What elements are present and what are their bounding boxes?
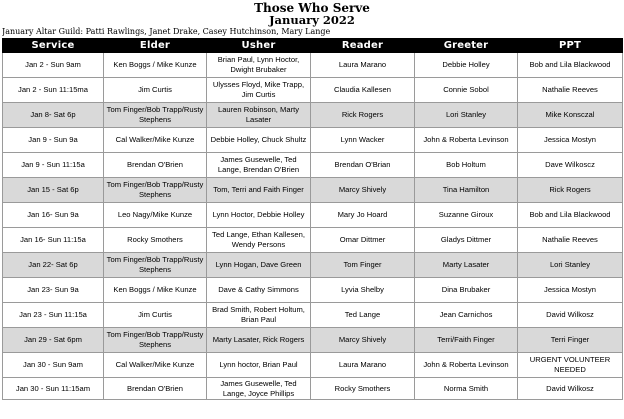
cell-usher[interactable]: James Gusewelle, Ted Lange, Joyce Phillips xyxy=(207,378,311,400)
cell-service[interactable]: Jan 16- Sun 9a xyxy=(3,203,104,228)
cell-elder[interactable]: Tom Finger/Bob Trapp/Rusty Stephens xyxy=(104,178,207,203)
cell-greeter[interactable]: Tina Hamilton xyxy=(415,178,518,203)
cell-reader[interactable]: Brendan O'Brian xyxy=(311,153,415,178)
table-row xyxy=(3,53,623,78)
table-row xyxy=(3,278,623,303)
cell-elder[interactable]: Tom Finger/Bob Trapp/Rusty Stephens xyxy=(104,253,207,278)
cell-ppt[interactable]: Bob and Lila Blackwood xyxy=(518,203,623,228)
table-row xyxy=(3,353,623,378)
cell-service[interactable]: Jan 2 - Sun 11:15ma xyxy=(3,78,104,103)
cell-elder[interactable]: Ken Boggs / Mike Kunze xyxy=(104,53,207,78)
cell-elder[interactable]: Ken Boggs / Mike Kunze xyxy=(104,278,207,303)
cell-ppt[interactable]: Terri Finger xyxy=(518,328,623,353)
cell-service[interactable]: Jan 30 - Sun 9am xyxy=(3,353,104,378)
column-header-ppt[interactable]: PPT xyxy=(518,39,623,53)
cell-reader[interactable]: Lyvia Shelby xyxy=(311,278,415,303)
cell-usher[interactable]: James Gusewelle, Ted Lange, Brendan O'Brien xyxy=(207,153,311,178)
cell-ppt[interactable]: Jessica Mostyn xyxy=(518,278,623,303)
table-row xyxy=(3,228,623,253)
page-subtitle-month: January 2022 xyxy=(269,13,355,27)
cell-greeter[interactable]: Gladys Dittmer xyxy=(415,228,518,253)
table-row xyxy=(3,253,623,278)
table-row xyxy=(3,378,623,400)
column-header-greeter[interactable]: Greeter xyxy=(415,39,518,53)
cell-greeter[interactable]: Jean Carnichos xyxy=(415,303,518,328)
table-row xyxy=(3,178,623,203)
cell-usher[interactable]: Dave & Cathy Simmons xyxy=(207,278,311,303)
cell-usher[interactable]: Lynn hoctor, Brian Paul xyxy=(207,353,311,378)
cell-ppt[interactable]: Rick Rogers xyxy=(518,178,623,203)
table-row xyxy=(3,153,623,178)
cell-reader[interactable]: Ted Lange xyxy=(311,303,415,328)
cell-service[interactable]: Jan 2 - Sun 9am xyxy=(3,53,104,78)
cell-greeter[interactable]: Bob Holtum xyxy=(415,153,518,178)
cell-ppt[interactable]: David Wilkosz xyxy=(518,378,623,400)
cell-usher[interactable]: Marty Lasater, Rick Rogers xyxy=(207,328,311,353)
cell-reader[interactable]: Omar Dittmer xyxy=(311,228,415,253)
cell-ppt[interactable]: URGENT VOLUNTEER NEEDED xyxy=(518,353,623,378)
cell-reader[interactable]: Laura Marano xyxy=(311,353,415,378)
cell-greeter[interactable]: Debbie Holley xyxy=(415,53,518,78)
table-row xyxy=(3,78,623,103)
table-row xyxy=(3,128,623,153)
table-row xyxy=(3,303,623,328)
cell-usher[interactable]: Ted Lange, Ethan Kallesen, Wendy Persons xyxy=(207,228,311,253)
cell-service[interactable]: Jan 29 - Sat 6pm xyxy=(3,328,104,353)
cell-reader[interactable]: Rocky Smothers xyxy=(311,378,415,400)
cell-ppt[interactable]: Mike Konsczal xyxy=(518,103,623,128)
cell-reader[interactable]: Tom Finger xyxy=(311,253,415,278)
table-row xyxy=(3,103,623,128)
schedule-table xyxy=(2,38,623,400)
table-row xyxy=(3,203,623,228)
cell-ppt[interactable]: Nathalie Reeves xyxy=(518,228,623,253)
cell-greeter[interactable]: John & Roberta Levinson xyxy=(415,128,518,153)
cell-reader[interactable]: Rick Rogers xyxy=(311,103,415,128)
cell-usher[interactable]: Ulysses Floyd, Mike Trapp, Jim Curtis xyxy=(207,78,311,103)
cell-service[interactable]: Jan 16- Sun 11:15a xyxy=(3,228,104,253)
cell-reader[interactable]: Laura Marano xyxy=(311,53,415,78)
page-title: Those Who Serve xyxy=(254,1,370,15)
cell-elder[interactable]: Tom Finger/Bob Trapp/Rusty Stephens xyxy=(104,328,207,353)
cell-greeter[interactable]: Lori Stanley xyxy=(415,103,518,128)
cell-reader[interactable]: Marcy Shively xyxy=(311,178,415,203)
cell-service[interactable]: Jan 9 - Sun 11:15a xyxy=(3,153,104,178)
cell-usher[interactable]: Debbie Holley, Chuck Shultz xyxy=(207,128,311,153)
cell-elder[interactable]: Cal Walker/Mike Kunze xyxy=(104,353,207,378)
cell-ppt[interactable]: Jessica Mostyn xyxy=(518,128,623,153)
cell-elder[interactable]: Tom Finger/Bob Trapp/Rusty Stephens xyxy=(104,103,207,128)
cell-elder[interactable]: Brendan O'Brien xyxy=(104,378,207,400)
cell-service[interactable]: Jan 22- Sat 6p xyxy=(3,253,104,278)
cell-reader[interactable]: Marcy Shively xyxy=(311,328,415,353)
cell-greeter[interactable]: John & Roberta Levinson xyxy=(415,353,518,378)
cell-ppt[interactable]: Dave Wilkoscz xyxy=(518,153,623,178)
cell-service[interactable]: Jan 8- Sat 6p xyxy=(3,103,104,128)
cell-elder[interactable]: Rocky Smothers xyxy=(104,228,207,253)
cell-usher[interactable]: Tom, Terri and Faith Finger xyxy=(207,178,311,203)
cell-elder[interactable]: Leo Nagy/Mike Kunze xyxy=(104,203,207,228)
cell-elder[interactable]: Jim Curtis xyxy=(104,303,207,328)
cell-usher[interactable]: Lauren Robinson, Marty Lasater xyxy=(207,103,311,128)
cell-reader[interactable]: Claudia Kallesen xyxy=(311,78,415,103)
table-row xyxy=(3,328,623,353)
cell-elder[interactable]: Jim Curtis xyxy=(104,78,207,103)
cell-usher[interactable]: Brad Smith, Robert Holtum, Brian Paul xyxy=(207,303,311,328)
column-header-elder[interactable]: Elder xyxy=(104,39,207,53)
column-header-usher[interactable]: Usher xyxy=(207,39,311,53)
cell-elder[interactable]: Brendan O'Brien xyxy=(104,153,207,178)
altar-guild-note: January Altar Guild: Patti Rawlings, Janet Drake, Casey Hutchinson, Mary Lange xyxy=(2,27,331,36)
cell-ppt[interactable]: Lori Stanley xyxy=(518,253,623,278)
cell-service[interactable]: Jan 9 - Sun 9a xyxy=(3,128,104,153)
table-header-row xyxy=(3,39,623,53)
cell-elder[interactable]: Cal Walker/Mike Kunze xyxy=(104,128,207,153)
column-header-reader[interactable]: Reader xyxy=(311,39,415,53)
cell-service[interactable]: Jan 15 - Sat 6p xyxy=(3,178,104,203)
cell-greeter[interactable]: Dina Brubaker xyxy=(415,278,518,303)
cell-usher[interactable]: Lynn Hoctor, Debbie Holley xyxy=(207,203,311,228)
cell-ppt[interactable]: David Wilkosz xyxy=(518,303,623,328)
column-header-service[interactable]: Service xyxy=(3,39,104,53)
cell-usher[interactable]: Lynn Hogan, Dave Green xyxy=(207,253,311,278)
cell-reader[interactable]: Lynn Wacker xyxy=(311,128,415,153)
cell-reader[interactable]: Mary Jo Hoard xyxy=(311,203,415,228)
cell-ppt[interactable]: Bob and Lila Blackwood xyxy=(518,53,623,78)
cell-greeter[interactable]: Marty Lasater xyxy=(415,253,518,278)
cell-service[interactable]: Jan 23 - Sun 11:15a xyxy=(3,303,104,328)
cell-ppt[interactable]: Nathalie Reeves xyxy=(518,78,623,103)
cell-service[interactable]: Jan 30 - Sun 11:15am xyxy=(3,378,104,400)
cell-usher[interactable]: Brian Paul, Lynn Hoctor, Dwight Brubaker xyxy=(207,53,311,78)
cell-greeter[interactable]: Terri/Faith Finger xyxy=(415,328,518,353)
cell-greeter[interactable]: Connie Sobol xyxy=(415,78,518,103)
cell-greeter[interactable]: Suzanne Giroux xyxy=(415,203,518,228)
cell-greeter[interactable]: Norma Smith xyxy=(415,378,518,400)
cell-service[interactable]: Jan 23- Sun 9a xyxy=(3,278,104,303)
